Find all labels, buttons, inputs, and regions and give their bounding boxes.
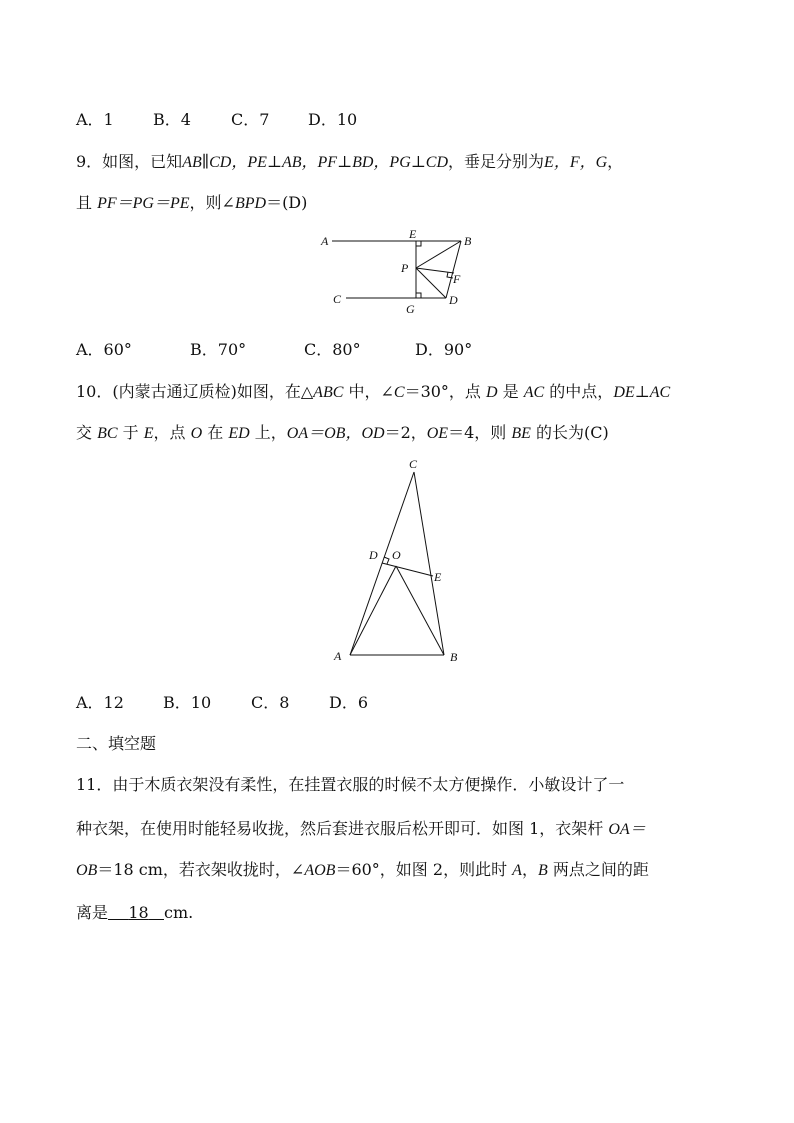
q9-right-angle-g xyxy=(416,293,421,298)
q9-label-c: C xyxy=(333,292,342,306)
q10-option-a: A．12 xyxy=(76,693,124,712)
section-title: 二、填空题 xyxy=(76,734,157,753)
q8-option-d: D．10 xyxy=(308,110,358,129)
q10-option-b: B．10 xyxy=(163,693,212,712)
q10-option-c: C．8 xyxy=(251,693,290,712)
q9-option-c: C．80° xyxy=(304,340,361,359)
q10-label-c: C xyxy=(409,457,418,471)
q10-line-de xyxy=(382,563,433,576)
q10-label-e: E xyxy=(434,570,442,584)
q9-label-b: B xyxy=(464,234,472,248)
q9-right-angle-e xyxy=(416,241,421,246)
q9-line-pd xyxy=(416,268,446,298)
q9-label-e: E xyxy=(409,227,417,241)
q9-label-a: A xyxy=(321,234,329,248)
q10-right-angle-d xyxy=(384,557,389,564)
q10-label-o: O xyxy=(392,548,401,562)
q9-option-a: A．60° xyxy=(76,340,132,359)
q10-line-oa xyxy=(350,566,396,655)
q8-option-a: A．1 xyxy=(76,110,114,129)
q9-option-b: B．70° xyxy=(190,340,247,359)
q9-line-bd xyxy=(446,241,461,298)
q9-option-d: D．90° xyxy=(415,340,473,359)
q11-answer: 18 xyxy=(128,903,149,922)
q9-label-f: F xyxy=(453,272,461,286)
q11-line1: 11．由于木质衣架没有柔性，在挂置衣服的时候不太方便操作．小敏设计了一 xyxy=(76,775,625,794)
q10-stem-line2: 交 BC 于 E，点 O 在 ED 上，OA＝OB，OD＝2，OE＝4，则 BE 的长为(C) xyxy=(76,423,609,442)
q11-line2: 种衣架，在使用时能轻易收拢，然后套进衣服后松开即可．如图 1，衣架杆 OA＝ xyxy=(76,819,646,838)
q9-label-d: D xyxy=(449,293,458,307)
q9-options xyxy=(76,337,472,360)
q10-options xyxy=(76,690,368,713)
q9-stem-line2: 且 PF＝PG＝PE，则∠BPD＝(D) xyxy=(76,193,308,212)
q10-label-a: A xyxy=(334,649,342,663)
q10-label-b: B xyxy=(450,650,458,664)
q8-option-c: C．7 xyxy=(231,110,270,129)
q10-stem-line1: 10．(内蒙古通辽质检)如图，在△ABC 中，∠C＝30°，点 D 是 AC 的中点，DE⊥AC xyxy=(76,382,671,401)
q9-line-pb xyxy=(416,241,461,268)
q8-option-b: B．4 xyxy=(153,110,191,129)
q10-line-ac xyxy=(350,472,414,655)
q10-option-d: D．6 xyxy=(329,693,369,712)
q11-line4: 离是 18 cm. xyxy=(76,903,194,922)
q10-line-bc xyxy=(414,472,444,655)
q9-label-p: P xyxy=(401,261,409,275)
q10-line-ob xyxy=(396,566,444,655)
q11-answer-blank xyxy=(108,903,164,922)
q8-options xyxy=(76,107,357,130)
q9-right-angle-f xyxy=(447,272,453,278)
q9-label-g: G xyxy=(406,302,415,316)
q9-stem-line1: 9．如图，已知AB∥CD，PE⊥AB，PF⊥BD，PG⊥CD，垂足分别为E，F，G， xyxy=(76,152,624,171)
q11-line3: OB＝18 cm，若衣架收拢时，∠AOB＝60°，如图 2，则此时 A，B 两点之间的距 xyxy=(76,860,649,879)
q9-line-pf xyxy=(416,268,454,273)
q10-label-d: D xyxy=(369,548,378,562)
